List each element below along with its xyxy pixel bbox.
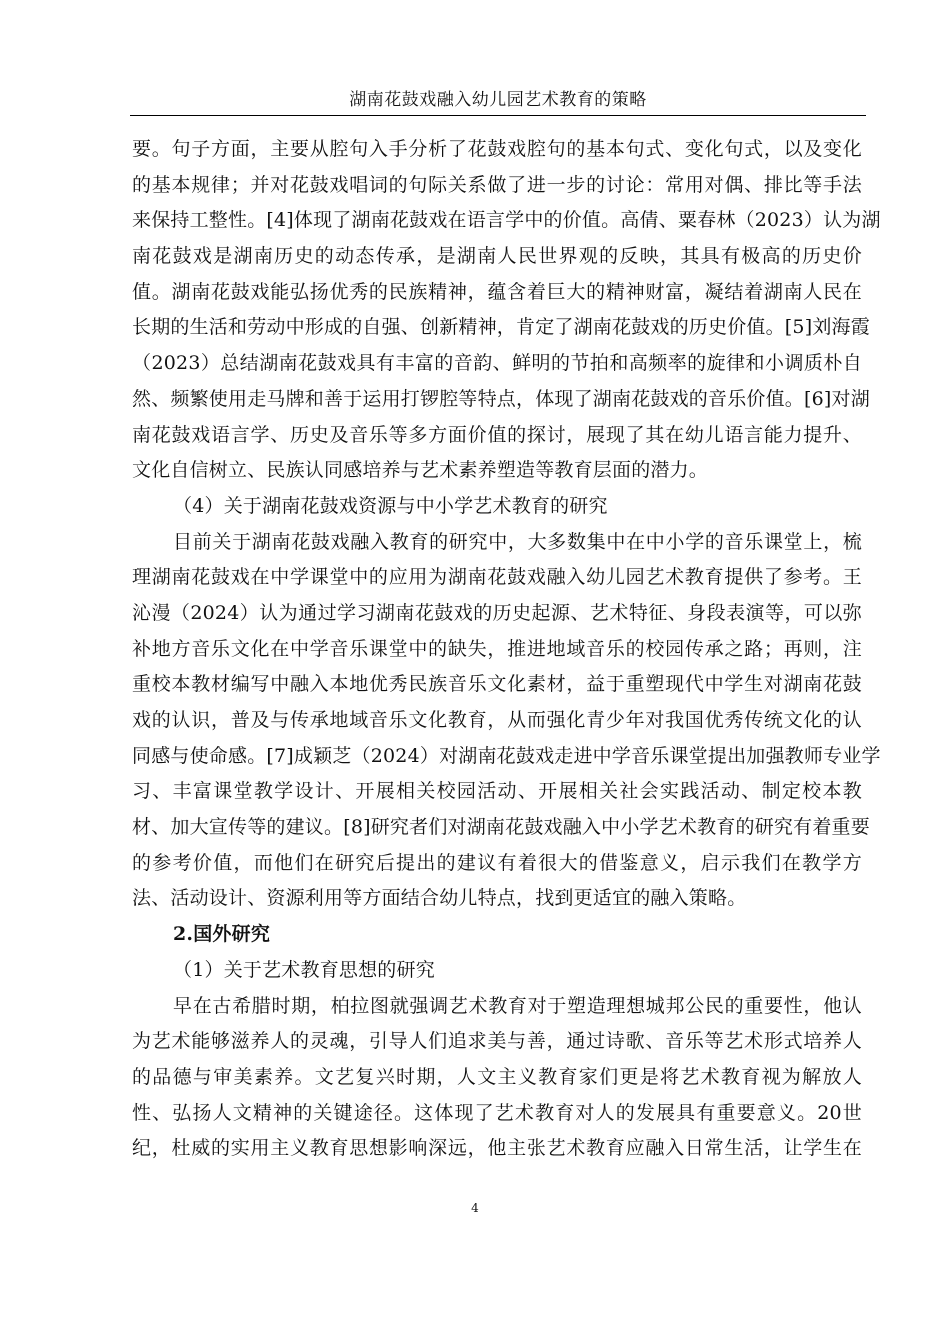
text-line: 文化自信树立、民族认同感培养与艺术素养塑造等教育层面的潜力。 [132, 459, 709, 482]
text-line: 纪，杜威的实用主义教育思想影响深远，他主张艺术教育应融入日常生活，让学生在 [132, 1137, 862, 1160]
text-line: 性、弘扬人文精神的关键途径。这体现了艺术教育对人的发展具有重要意义。20世 [132, 1101, 862, 1124]
text-line: 同感与使命感。[7]成颖芝（2024）对湖南花鼓戏走进中学音乐课堂提出加强教师专业学 [132, 744, 881, 767]
text-line: 戏的认识，普及与传承地域音乐文化教育，从而强化青少年对我国优秀传统文化的认 [132, 709, 862, 731]
running-header: 湖南花鼓戏融入幼儿园艺术教育的策略 [349, 90, 647, 110]
text-line: 重校本教材编写中融入本地优秀民族音乐文化素材，益于重塑现代中学生对湖南花鼓 [132, 673, 862, 696]
section-heading: （4）关于湖南花鼓戏资源与中小学艺术教育的研究 [173, 494, 608, 517]
text-line: 早在古希腊时期，柏拉图就强调艺术教育对于塑造理想城邦公民的重要性，他认 [173, 994, 862, 1017]
section-heading: （1）关于艺术教育思想的研究 [173, 958, 435, 981]
text-line: 习、丰富课堂教学设计、开展相关校园活动、开展相关社会实践活动、制定校本教 [132, 780, 862, 803]
text-line: 长期的生活和劳动中形成的自强、创新精神，肯定了湖南花鼓戏的历史价值。[5]刘海霞 [132, 316, 870, 339]
text-line: 目前关于湖南花鼓戏融入教育的研究中，大多数集中在中小学的音乐课堂上，梳 [173, 530, 862, 553]
text-line: 的参考价值，而他们在研究后提出的建议有着很大的借鉴意义，启示我们在教学方 [132, 851, 862, 874]
body-text [132, 132, 881, 1167]
header-rule [130, 115, 866, 116]
text-line: 的品德与审美素养。文艺复兴时期，人文主义教育家们更是将艺术教育视为解放人 [132, 1065, 862, 1088]
text-line: 材、加大宣传等的建议。[8]研究者们对湖南花鼓戏融入中小学艺术教育的研究有着重要 [132, 816, 870, 839]
section-heading: 2.国外研究 [173, 923, 271, 946]
text-line: 南花鼓戏是湖南历史的动态传承，是湖南人民世界观的反映，其具有极高的历史价 [132, 245, 862, 268]
text-line: 为艺术能够滋养人的灵魂，引导人们追求美与善，通过诗歌、音乐等艺术形式培养人 [132, 1030, 862, 1053]
text-line: 沁漫（2024）认为通过学习湖南花鼓戏的历史起源、艺术特征、身段表演等，可以弥 [132, 601, 862, 624]
text-line: 来保持工整性。[4]体现了湖南花鼓戏在语言学中的价值。高倩、粟春林（2023）认为湖 [132, 209, 881, 232]
text-line: （2023）总结湖南花鼓戏具有丰富的音韵、鲜明的节拍和高频率的旋律和小调质朴自 [132, 352, 862, 375]
text-line: 南花鼓戏语言学、历史及音乐等多方面价值的探讨，展现了其在幼儿语言能力提升、 [132, 423, 862, 446]
text-line: 的基本规律；并对花鼓戏唱词的句际关系做了进一步的讨论：常用对偶、排比等手法 [132, 173, 862, 196]
text-line: 法、活动设计、资源利用等方面结合幼儿特点，找到更适宜的融入策略。 [132, 887, 747, 910]
text-line: 要。句子方面，主要从腔句入手分析了花鼓戏腔句的基本句式、变化句式，以及变化 [132, 138, 862, 160]
page-number: 4 [471, 1201, 479, 1215]
text-line: 补地方音乐文化在中学音乐课堂中的缺失，推进地域音乐的校园传承之路；再则，注 [132, 637, 862, 660]
text-line: 理湖南花鼓戏在中学课堂中的应用为湖南花鼓戏融入幼儿园艺术教育提供了参考。王 [132, 566, 862, 589]
text-line: 然、频繁使用走马牌和善于运用打锣腔等特点，体现了湖南花鼓戏的音乐价值。[6]对湖 [132, 387, 870, 410]
text-line: 值。湖南花鼓戏能弘扬优秀的民族精神，蕴含着巨大的精神财富，凝结着湖南人民在 [132, 280, 862, 303]
